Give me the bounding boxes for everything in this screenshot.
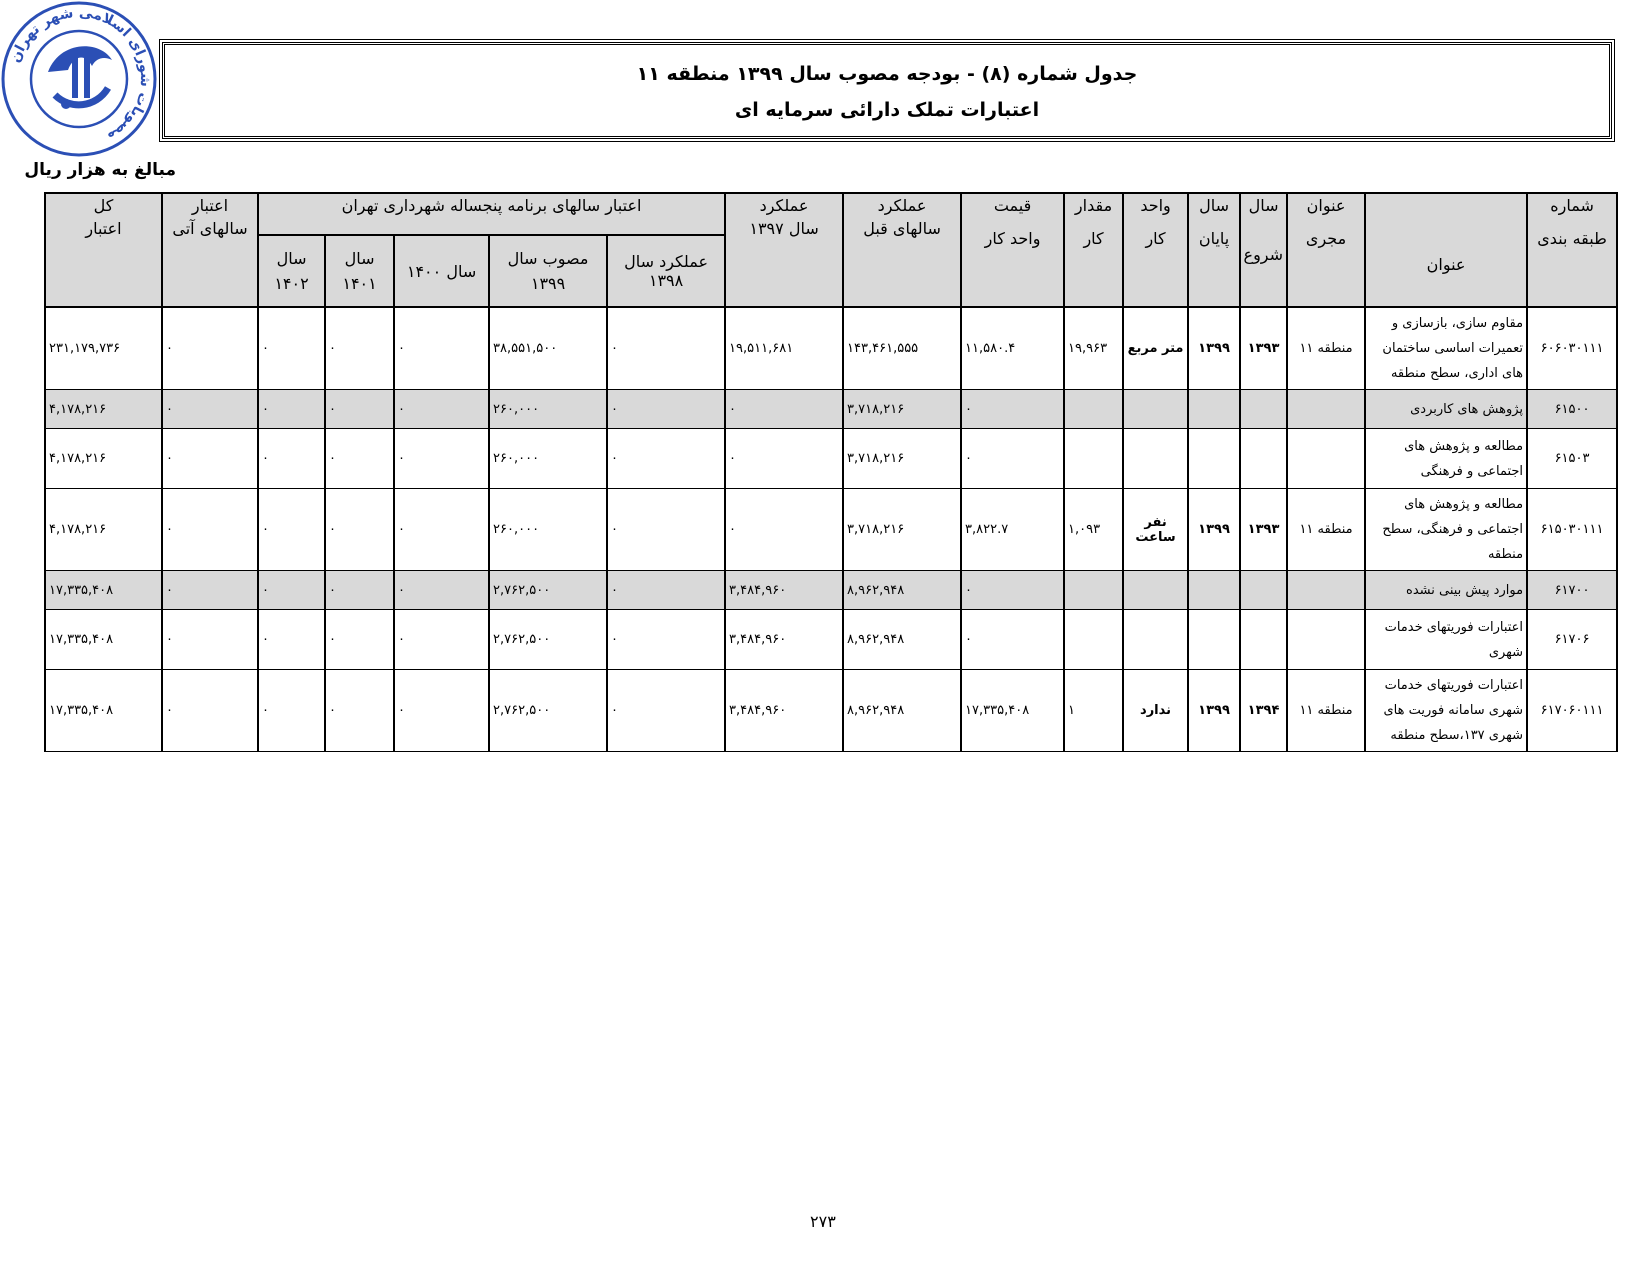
budget-table <box>44 192 1618 752</box>
cell-work-qty <box>1064 610 1123 670</box>
cell-work-qty <box>1064 429 1123 489</box>
cell-1399: ۲,۷۶۲,۵۰۰ <box>489 670 607 752</box>
cell-1399: ۲,۷۶۲,۵۰۰ <box>489 571 607 610</box>
cell-code: ۶۱۵۰۰ <box>1527 390 1617 429</box>
cell-work-qty <box>1064 390 1123 429</box>
cell-1399: ۳۸,۵۵۱,۵۰۰ <box>489 307 607 390</box>
cell-prev-years: ۸,۹۶۲,۹۴۸ <box>843 670 961 752</box>
cell-1400: ۰ <box>394 571 489 610</box>
col-1400: سال ۱۴۰۰ <box>394 235 489 307</box>
cell-1401: ۰ <box>325 571 394 610</box>
cell-1402: ۰ <box>258 390 325 429</box>
cell-1401: ۰ <box>325 610 394 670</box>
cell-1397: ۰ <box>725 390 843 429</box>
cell-end-year <box>1188 390 1240 429</box>
table-subtitle: اعتبارات تملک دارائی سرمایه ای <box>734 99 1040 121</box>
col-group-plan: اعتبار سالهای برنامه پنجساله شهرداری تهران <box>258 193 725 235</box>
cell-exec <box>1287 610 1365 670</box>
cell-1398: ۰ <box>607 670 725 752</box>
cell-unit-price: ۰ <box>961 571 1064 610</box>
cell-exec: منطقه ۱۱ <box>1287 489 1365 571</box>
council-seal-logo <box>0 0 158 158</box>
table-title: جدول شماره (۸) - بودجه مصوب سال ۱۳۹۹ منطقه ۱۱ <box>636 63 1138 85</box>
cell-work-unit <box>1123 390 1188 429</box>
cell-1400: ۰ <box>394 307 489 390</box>
cell-future: ۰ <box>162 429 258 489</box>
cell-code: ۶۱۷۰۶ <box>1527 610 1617 670</box>
table-row <box>45 610 1617 670</box>
cell-code: ۶۱۷۰۰ <box>1527 571 1617 610</box>
cell-end-year: ۱۳۹۹ <box>1188 489 1240 571</box>
cell-start-year <box>1240 571 1287 610</box>
col-end-year: سال پایان <box>1188 193 1240 307</box>
cell-start-year: ۱۳۹۳ <box>1240 307 1287 390</box>
table-row <box>45 390 1617 429</box>
cell-end-year <box>1188 571 1240 610</box>
table-row <box>45 489 1617 571</box>
cell-prev-years: ۸,۹۶۲,۹۴۸ <box>843 571 961 610</box>
cell-work-unit: نفر ساعت <box>1123 489 1188 571</box>
cell-unit-price: ۱۱,۵۸۰.۴ <box>961 307 1064 390</box>
col-work-qty: مقدار کار <box>1064 193 1123 307</box>
cell-start-year: ۱۳۹۳ <box>1240 489 1287 571</box>
cell-total: ۴,۱۷۸,۲۱۶ <box>45 489 162 571</box>
cell-1397: ۱۹,۵۱۱,۶۸۱ <box>725 307 843 390</box>
cell-prev-years: ۳,۷۱۸,۲۱۶ <box>843 390 961 429</box>
cell-unit-price: ۰ <box>961 610 1064 670</box>
cell-1402: ۰ <box>258 489 325 571</box>
cell-title: موارد پیش بینی نشده <box>1365 571 1527 610</box>
cell-start-year <box>1240 390 1287 429</box>
cell-future: ۰ <box>162 489 258 571</box>
cell-total: ۱۷,۳۳۵,۴۰۸ <box>45 610 162 670</box>
table-row <box>45 670 1617 752</box>
cell-unit-price: ۱۷,۳۳۵,۴۰۸ <box>961 670 1064 752</box>
cell-total: ۴,۱۷۸,۲۱۶ <box>45 429 162 489</box>
cell-1402: ۰ <box>258 670 325 752</box>
cell-title: پژوهش های کاربردی <box>1365 390 1527 429</box>
cell-start-year <box>1240 429 1287 489</box>
cell-1400: ۰ <box>394 390 489 429</box>
cell-1398: ۰ <box>607 571 725 610</box>
cell-1397: ۰ <box>725 489 843 571</box>
cell-prev-years: ۳,۷۱۸,۲۱۶ <box>843 489 961 571</box>
cell-prev-years: ۸,۹۶۲,۹۴۸ <box>843 610 961 670</box>
cell-exec <box>1287 429 1365 489</box>
cell-start-year <box>1240 610 1287 670</box>
cell-1402: ۰ <box>258 610 325 670</box>
cell-future: ۰ <box>162 610 258 670</box>
cell-1398: ۰ <box>607 489 725 571</box>
cell-work-unit <box>1123 571 1188 610</box>
cell-1402: ۰ <box>258 429 325 489</box>
cell-1399: ۲,۷۶۲,۵۰۰ <box>489 610 607 670</box>
cell-work-unit <box>1123 610 1188 670</box>
cell-work-unit: ندارد <box>1123 670 1188 752</box>
cell-future: ۰ <box>162 670 258 752</box>
units-note: مبالغ به هزار ریال <box>24 160 176 180</box>
cell-future: ۰ <box>162 307 258 390</box>
cell-1398: ۰ <box>607 307 725 390</box>
cell-title: مطالعه و پژوهش های اجتماعی و فرهنگی، سطح منطقه <box>1365 489 1527 571</box>
cell-unit-price: ۳,۸۲۲.۷ <box>961 489 1064 571</box>
svg-text:مصوبات شورای اسلامی شهر تهران: مصوبات شورای اسلامی شهر تهران <box>7 4 154 145</box>
cell-1401: ۰ <box>325 429 394 489</box>
cell-work-qty: ۱,۰۹۳ <box>1064 489 1123 571</box>
cell-start-year: ۱۳۹۴ <box>1240 670 1287 752</box>
cell-1400: ۰ <box>394 429 489 489</box>
cell-title: اعتبارات فوریتهای خدمات شهری <box>1365 610 1527 670</box>
page-number: ۲۷۳ <box>810 1212 836 1231</box>
cell-title: مطالعه و پژوهش های اجتماعی و فرهنگی <box>1365 429 1527 489</box>
cell-1401: ۰ <box>325 489 394 571</box>
col-total: کل اعتبار <box>45 193 162 307</box>
col-1402: سال ۱۴۰۲ <box>258 235 325 307</box>
cell-title: مقاوم سازی، بازسازی و تعمیرات اساسی ساختمان های اداری، سطح منطقه <box>1365 307 1527 390</box>
cell-1402: ۰ <box>258 307 325 390</box>
title-box <box>162 42 1612 139</box>
cell-1400: ۰ <box>394 489 489 571</box>
cell-work-qty: ۱۹,۹۶۳ <box>1064 307 1123 390</box>
cell-unit-price: ۰ <box>961 390 1064 429</box>
cell-1402: ۰ <box>258 571 325 610</box>
cell-1401: ۰ <box>325 670 394 752</box>
cell-work-unit: متر مربع <box>1123 307 1188 390</box>
cell-prev-years: ۱۴۳,۴۶۱,۵۵۵ <box>843 307 961 390</box>
cell-1397: ۳,۴۸۴,۹۶۰ <box>725 610 843 670</box>
col-unit-price: قیمت واحد کار <box>961 193 1064 307</box>
table-row <box>45 429 1617 489</box>
cell-1397: ۰ <box>725 429 843 489</box>
cell-total: ۱۷,۳۳۵,۴۰۸ <box>45 670 162 752</box>
col-title: عنوان <box>1365 193 1527 307</box>
col-exec: عنوان مجری <box>1287 193 1365 307</box>
cell-1399: ۲۶۰,۰۰۰ <box>489 429 607 489</box>
cell-end-year <box>1188 429 1240 489</box>
cell-future: ۰ <box>162 571 258 610</box>
cell-1400: ۰ <box>394 670 489 752</box>
cell-end-year: ۱۳۹۹ <box>1188 307 1240 390</box>
cell-total: ۲۳۱,۱۷۹,۷۳۶ <box>45 307 162 390</box>
table-row <box>45 571 1617 610</box>
cell-prev-years: ۳,۷۱۸,۲۱۶ <box>843 429 961 489</box>
cell-total: ۱۷,۳۳۵,۴۰۸ <box>45 571 162 610</box>
col-1398: عملکرد سال ۱۳۹۸ <box>607 235 725 307</box>
cell-1399: ۲۶۰,۰۰۰ <box>489 390 607 429</box>
cell-1401: ۰ <box>325 390 394 429</box>
cell-future: ۰ <box>162 390 258 429</box>
cell-code: ۶۰۶۰۳۰۱۱۱ <box>1527 307 1617 390</box>
cell-1397: ۳,۴۸۴,۹۶۰ <box>725 571 843 610</box>
col-1399: مصوب سال ۱۳۹۹ <box>489 235 607 307</box>
col-prev-years: عملکرد سالهای قبل <box>843 193 961 307</box>
cell-1401: ۰ <box>325 307 394 390</box>
cell-exec <box>1287 571 1365 610</box>
cell-exec <box>1287 390 1365 429</box>
col-start-year: سال شروع <box>1240 193 1287 307</box>
cell-1400: ۰ <box>394 610 489 670</box>
cell-title: اعتبارات فوریتهای خدمات شهری سامانه فوریت های شهری ۱۳۷،سطح منطقه <box>1365 670 1527 752</box>
col-1397: عملکرد سال ۱۳۹۷ <box>725 193 843 307</box>
cell-exec: منطقه ۱۱ <box>1287 670 1365 752</box>
cell-1398: ۰ <box>607 429 725 489</box>
col-work-unit: واحد کار <box>1123 193 1188 307</box>
cell-end-year <box>1188 610 1240 670</box>
cell-exec: منطقه ۱۱ <box>1287 307 1365 390</box>
cell-1398: ۰ <box>607 610 725 670</box>
cell-end-year: ۱۳۹۹ <box>1188 670 1240 752</box>
col-1401: سال ۱۴۰۱ <box>325 235 394 307</box>
cell-work-qty <box>1064 571 1123 610</box>
col-code: شماره طبقه بندی <box>1527 193 1617 307</box>
cell-1397: ۳,۴۸۴,۹۶۰ <box>725 670 843 752</box>
cell-work-unit <box>1123 429 1188 489</box>
table-row <box>45 307 1617 390</box>
cell-total: ۴,۱۷۸,۲۱۶ <box>45 390 162 429</box>
col-future: اعتبار سالهای آتی <box>162 193 258 307</box>
cell-1399: ۲۶۰,۰۰۰ <box>489 489 607 571</box>
cell-code: ۶۱۵۰۳ <box>1527 429 1617 489</box>
cell-code: ۶۱۷۰۶۰۱۱۱ <box>1527 670 1617 752</box>
cell-unit-price: ۰ <box>961 429 1064 489</box>
cell-1398: ۰ <box>607 390 725 429</box>
cell-code: ۶۱۵۰۳۰۱۱۱ <box>1527 489 1617 571</box>
cell-work-qty: ۱ <box>1064 670 1123 752</box>
